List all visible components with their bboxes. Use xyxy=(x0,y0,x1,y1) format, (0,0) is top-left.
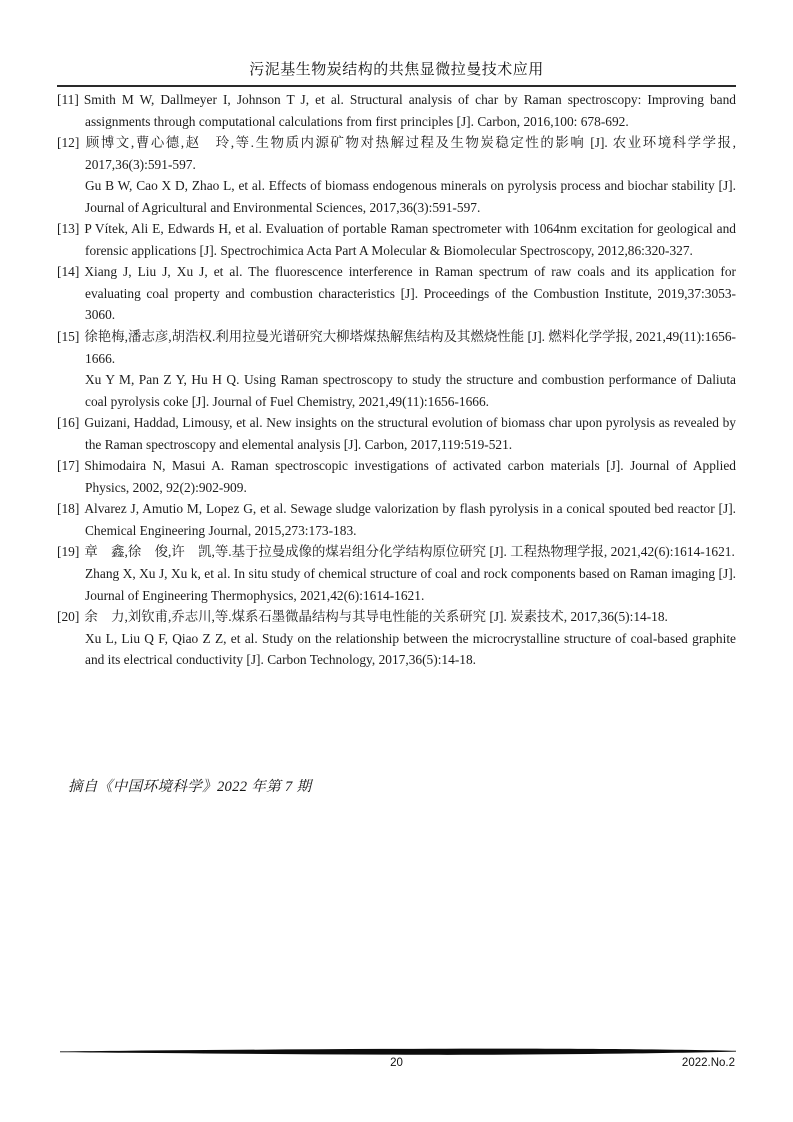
reference-label: [14] xyxy=(57,264,80,280)
reference-label: [19] xyxy=(57,544,80,560)
reference-item-17 xyxy=(57,455,736,498)
reference-paragraph xyxy=(57,606,736,628)
footer-scan-bar xyxy=(60,1048,736,1057)
reference-paragraph xyxy=(57,326,736,369)
reference-translation: Gu B W, Cao X D, Zhao L, et al. Effects of biomass endogenous minerals on pyrolysis process and biochar stability [J]. Journal of Agricultural and Environmental Sciences, 2017,36(3):591-597. xyxy=(85,178,736,215)
issue-label: 2022.No.2 xyxy=(681,1057,735,1069)
reference-translation: Xu Y M, Pan Z Y, Hu H Q. Using Raman spectroscopy to study the structure and combustion performance of Daliuta coal pyrolysis coke [J]. Journal of Fuel Chemistry, 2021,49(11):1656-1666. xyxy=(85,372,736,409)
reference-item-20 xyxy=(57,606,736,671)
reference-label: [18] xyxy=(57,501,80,517)
reference-text: Smith M W, Dallmeyer I, Johnson T J, et al. Structural analysis of char by Raman spectroscopy: Improving band assignments through computational calculations from first principles [J]. Carbon, 2016,100: 678-692. xyxy=(83,92,736,129)
reference-paragraph xyxy=(57,218,736,261)
reference-item-13 xyxy=(57,218,736,261)
reference-item-14 xyxy=(57,261,736,326)
source-note: 摘自《中国环境科学》2022 年第 7 期 xyxy=(68,779,312,795)
reference-paragraph xyxy=(57,498,736,541)
reference-text: 顾博文,曹心德,赵 玲,等.生物质内源矿物对热解过程及生物炭稳定性的影响 [J]. 农业环境科学学报, 2017,36(3):591-597. xyxy=(84,135,736,172)
reference-text: Guizani, Haddad, Limousy, et al. New insights on the structural evolution of biomass char upon pyrolysis as revealed by the Raman spectroscopy and elemental analysis [J]. Carbon, 2017,119:519-521. xyxy=(84,415,736,452)
page-number: 20 xyxy=(390,1057,403,1069)
reference-label: [16] xyxy=(57,415,80,431)
reference-label: [12] xyxy=(57,135,80,151)
reference-item-12 xyxy=(57,132,736,218)
reference-item-18 xyxy=(57,498,736,541)
reference-paragraph xyxy=(57,541,736,563)
reference-item-15 xyxy=(57,326,736,412)
reference-item-16 xyxy=(57,412,736,455)
reference-paragraph xyxy=(57,89,736,132)
reference-paragraph xyxy=(57,261,736,326)
footer xyxy=(0,1057,793,1075)
reference-text: Shimodaira N, Masui A. Raman spectroscopic investigations of activated carbon materials [J]. Journal of Applied Physics, 2002, 92(2):902-909. xyxy=(84,458,736,495)
reference-text: P Vítek, Ali E, Edwards H, et al. Evaluation of portable Raman spectrometer with 1064nm excitation for geological and forensic applications [J]. Spectrochimica Acta Part A Molecular & Biomolecular Spectroscopy, 2012,86:320-327. xyxy=(84,221,736,258)
reference-list xyxy=(57,89,736,671)
reference-text: 余 力,刘钦甫,乔志川,等.煤系石墨微晶结构与其导电性能的关系研究 [J]. 炭素技术, 2017,36(5):14-18. xyxy=(84,609,668,625)
header-rule xyxy=(57,85,736,87)
reference-text: Xiang J, Liu J, Xu J, et al. The fluorescence interference in Raman spectrum of raw coals and its application for evaluating coal property and combustion characteristics [J]. Proceedings of the Combustion Institute, 2019,37:3053-3060. xyxy=(84,264,736,323)
reference-item-19 xyxy=(57,541,736,606)
reference-label: [13] xyxy=(57,221,80,237)
reference-paragraph xyxy=(57,455,736,498)
reference-label: [15] xyxy=(57,329,80,345)
reference-translation: Zhang X, Xu J, Xu k, et al. In situ study of chemical structure of coal and rock components based on Raman imaging [J]. Journal of Engineering Thermophysics, 2021,42(6):1614-1621. xyxy=(85,566,736,603)
reference-text: Alvarez J, Amutio M, Lopez G, et al. Sewage sludge valorization by flash pyrolysis in a conical spouted bed reactor [J]. Chemical Engineering Journal, 2015,273:173-183. xyxy=(84,501,736,538)
reference-paragraph xyxy=(57,412,736,455)
reference-label: [17] xyxy=(57,458,80,474)
reference-paragraph xyxy=(57,132,736,175)
reference-label: [20] xyxy=(57,609,80,625)
reference-label: [11] xyxy=(57,92,79,107)
reference-text: 章 鑫,徐 俊,许 凯,等.基于拉曼成像的煤岩组分化学结构原位研究 [J]. 工程热物理学报, 2021,42(6):1614-1621. xyxy=(84,544,735,560)
reference-translation: Xu L, Liu Q F, Qiao Z Z, et al. Study on the relationship between the microcrystalline structure of coal-based graphite and its electrical conductivity [J]. Carbon Technology, 2017,36(5):14-18. xyxy=(85,630,736,668)
reference-item-11 xyxy=(57,89,736,132)
page-title: 污泥基生物炭结构的共焦显微拉曼技术应用 xyxy=(249,62,544,78)
reference-text: 徐艳梅,潘志彦,胡浩权.利用拉曼光谱研究大柳塔煤热解焦结构及其燃烧性能 [J]. 燃料化学学报, 2021,49(11):1656-1666. xyxy=(84,329,736,366)
